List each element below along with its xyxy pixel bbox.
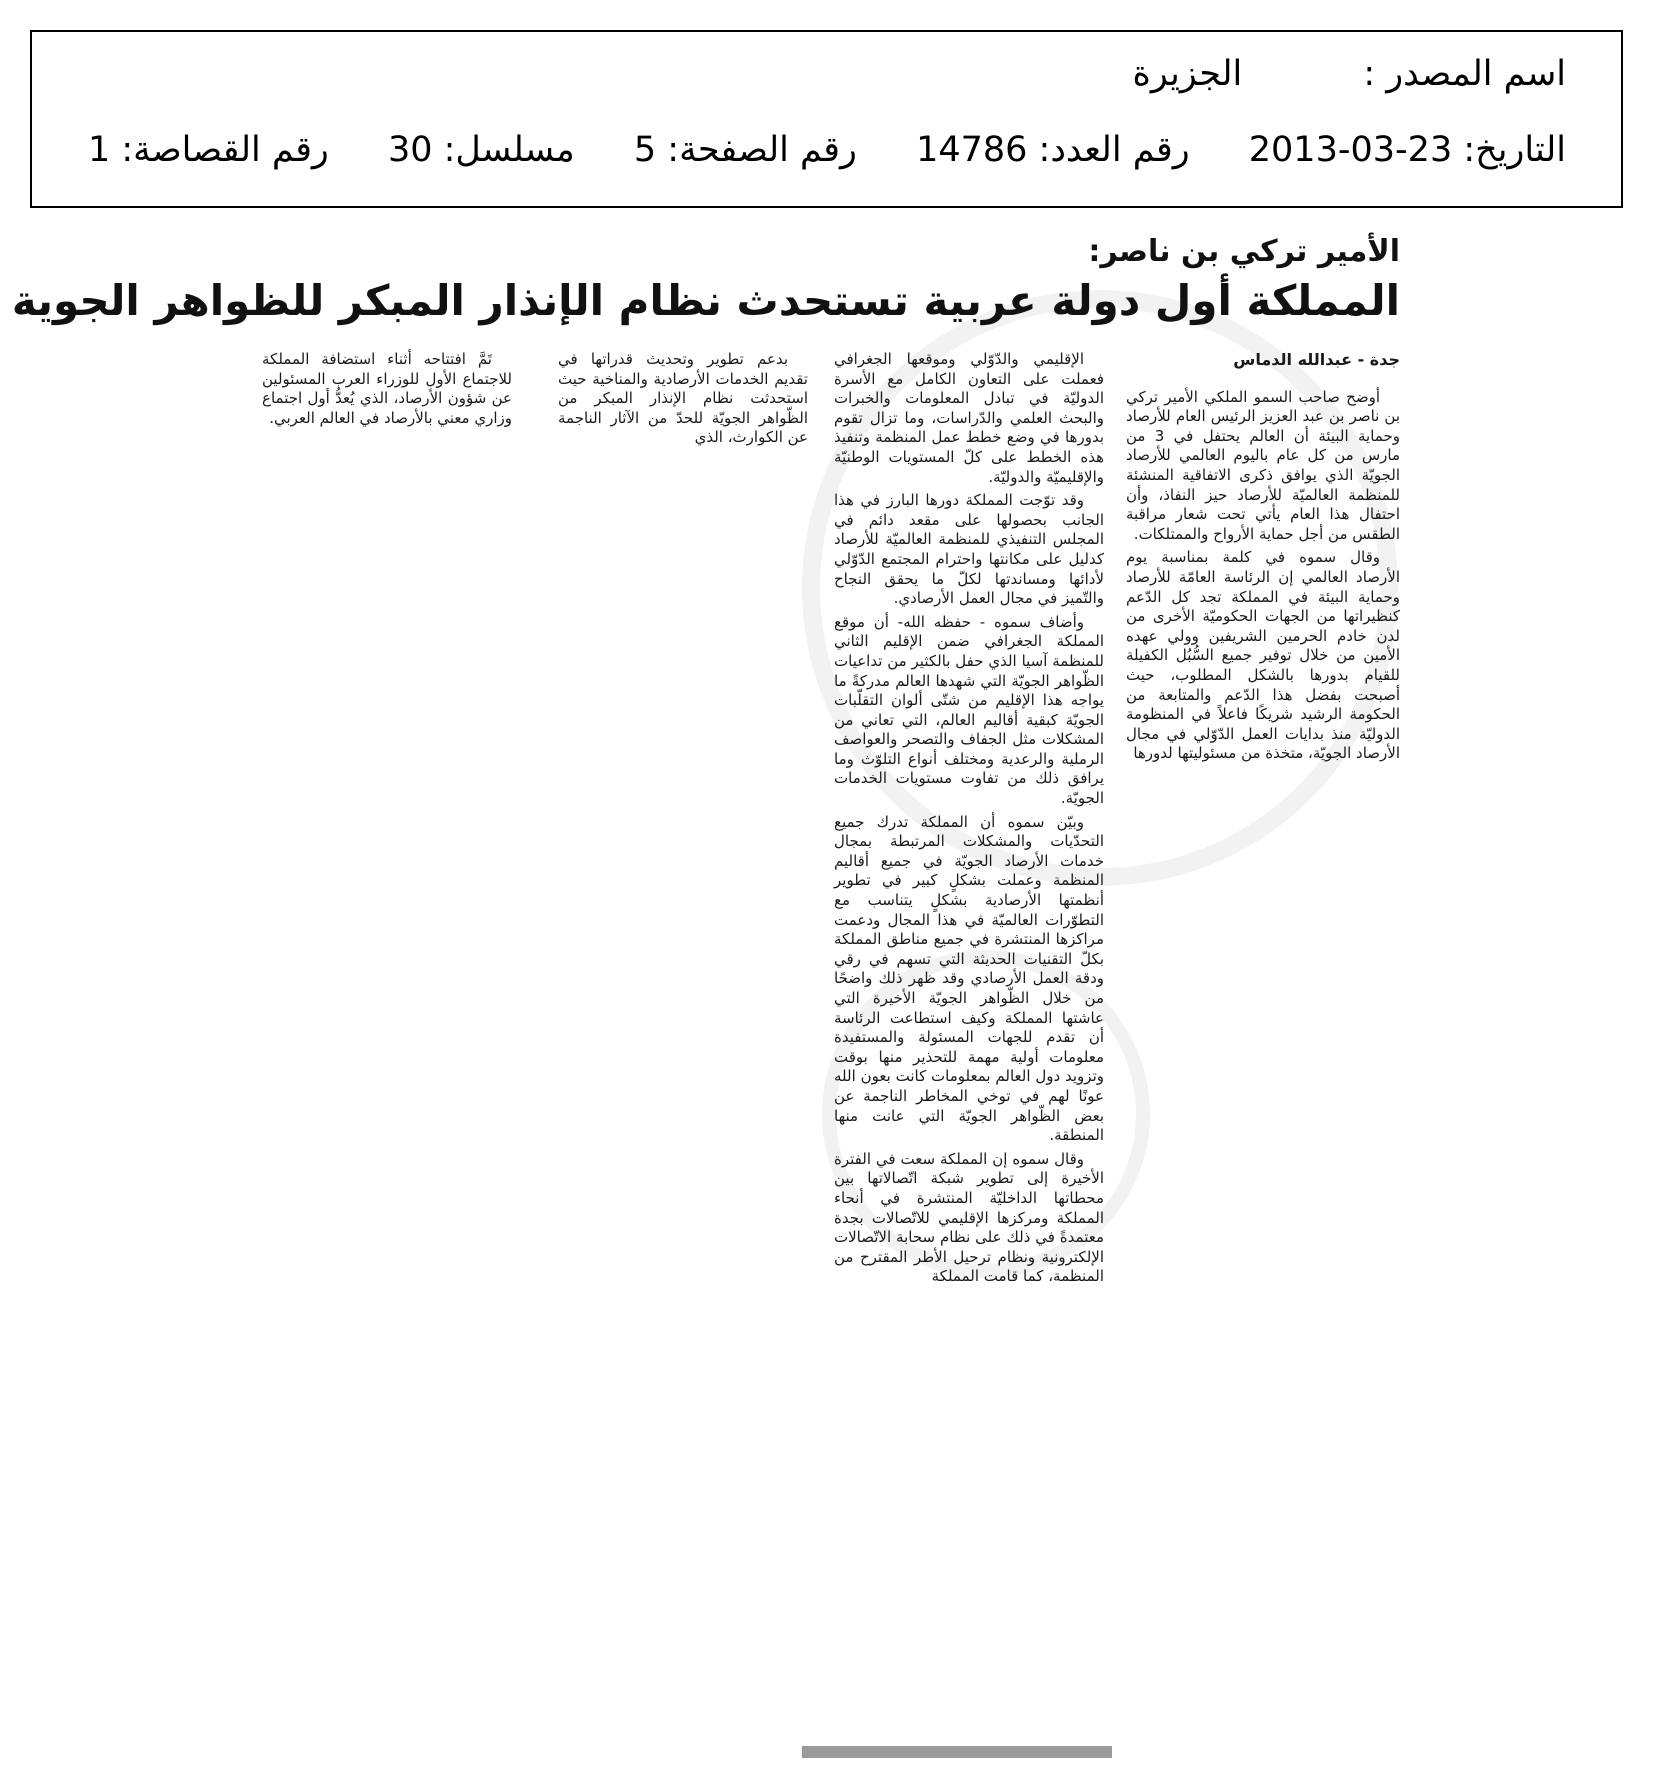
paragraph: الإقليمي والدّوّلي وموقعها الجغرافي فعملت على التعاون الكامل مع الأسرة الدوليّة في تبادل المعلومات والخبرات والبحث العلمي والدّراسات، وما تزال تقوم بدورها في وضع خطط عمل المنظمة وتنفيذ هذه الخطط على كلّ المستويات الوطنيّة والإقليميّة والدوليّة. <box>834 350 1104 486</box>
clipping-info-box <box>30 30 1623 208</box>
article-headline: المملكة أول دولة عربية تستحدث نظام الإنذار المبكر للظواهر الجوية <box>11 276 1400 325</box>
article-byline: جدة - عبدالله الدماس <box>1233 350 1400 369</box>
article-column-2 <box>834 350 1104 1291</box>
article-column-4 <box>262 350 512 432</box>
paragraph: وقال سموه في كلمة بمناسبة يوم الأرصاد العالمي إن الرئاسة العامّة للأرصاد وحماية البيئة في المملكة تجد كل الدّعم كنظيراتها من الجهات الحكوميّة الأخرى من لدن خادم الحرمين الشريفين وولي عهده الأمين من خلال توفير جميع السُّبُل الكفيلة للقيام بدورها بالشكل المطلوب، حيث أصبحت بفضل هذا الدّعم والمتابعة من الحكومة الرشيد شريكًا فاعلاً في المنظومة الدوليّة منذ بدايات العمل الدّوّلي في مجال الأرصاد الجويّة، متخذة من مسئوليتها لدورها <box>1126 548 1400 763</box>
paragraph: بدعم تطوير وتحديث قدراتها في تقديم الخدمات الأرصادية والمناخية حيث استحدثت نظام الإنذار المبكر من الظّواهر الجويّة للحدّ من الآثار الناجمة عن الكوارث، الذي <box>558 350 808 447</box>
page-field: رقم الصفحة: 5 <box>633 130 857 170</box>
article-kicker: الأمير تركي بن ناصر: <box>1088 234 1400 269</box>
article-column-1 <box>1126 350 1400 768</box>
paragraph: وبيّن سموه أن المملكة تدرك جميع التحدّيات والمشكلات المرتبطة بمجال خدمات الأرصاد الجويّة في جميع أقاليم المنظمة وعملت بشكلٍ كبير في تطوير أنظمتها الأرصادية بشكلٍ يتناسب مع التطوّرات العالميّة في هذا المجال ودعمت مراكزها المنتشرة في جميع مناطق المملكة بكلّ التقنيات الحديثة التي تسهم في رقي ودقة العمل الأرصادي وقد ظهر ذلك واضحًا من خلال الظّواهر الجويّة الأخيرة التي عاشتها المملكة وكيف استطاعت الرئاسة أن تقدم للجهات المسئولة والمستفيدة معلومات أولية مهمة للتحذير منها بوقت وتزويد دول العالم بمعلومات كانت بعون الله عونًا لهم في توخي المخاطر الناجمة عن بعض الظّواهر الجويّة التي عانت منها المنطقة. <box>834 812 1104 1145</box>
source-row <box>1133 54 1566 94</box>
serial-field: مسلسل: 30 <box>387 130 575 170</box>
clip-field: رقم القصاصة: 1 <box>87 130 329 170</box>
clipping-bottom-bar <box>802 1746 1112 1758</box>
paragraph: تَمَّ افتتاحه أثناء استضافة المملكة للاجتماع الأول للوزراء العرب المسئولين عن شؤون الأرصاد، الذي يُعدُّ أول اجتماع وزاري معني بالأرصاد في العالم العربي. <box>262 350 512 427</box>
details-row <box>40 130 1566 170</box>
date-field: التاريخ: 23-03-2013 <box>1248 130 1566 170</box>
source-label: اسم المصدر : <box>1363 54 1566 94</box>
article-column-3 <box>558 350 808 452</box>
newspaper-clipping <box>11 230 1400 1756</box>
paragraph: وقد توّجت المملكة دورها البارز في هذا الجانب بحصولها على مقعد دائم في المجلس التنفيذي للمنظمة العالميّة للأرصاد كدليل على مكانتها واحترام المجتمع الدّوّلي لأدائها ومساندتها لكلّ ما يحقق النجاح والتّميز في مجال العمل الأرصادي. <box>834 491 1104 608</box>
issue-field: رقم العدد: 14786 <box>916 130 1190 170</box>
paragraph: وأضاف سموه - حفظه الله- أن موقع المملكة الجغرافي ضمن الإقليم الثاني للمنظمة آسيا الذي حفل بالكثير من تداعيات الظّواهر الجويّة التي شهدها العالم مدركةً ما يواجه هذا الإقليم من شتّى ألوان التقلّبات الجويّة كبقية أقاليم العالم، التي تعاني من المشكلات مثل الجفاف والتصحر والعواصف الرملية والرعدية ومختلف أنواع التلوّث وما يرافق ذلك من تفاوت مستويات الخدمات الجويّة. <box>834 612 1104 808</box>
source-value: الجزيرة <box>1132 54 1243 94</box>
paragraph: أوضح صاحب السمو الملكي الأمير تركي بن ناصر بن عبد العزيز الرئيس العام للأرصاد وحماية البيئة أن العالم يحتفل في 3 من مارس من كل عام باليوم العالمي للأرصاد الجويّة الذي يوافق ذكرى الاتفاقية المنشئة للمنظمة العالميّة للأرصاد حيز النفاذ، وأن احتفال هذا العام يأتي تحت شعار مراقبة الطقس من أجل حماية الأرواح والممتلكات. <box>1126 387 1400 543</box>
paragraph: وقال سموه إن المملكة سعت في الفترة الأخيرة إلى تطوير شبكة اتّصالاتها بين محطاتها الداخليّة المنتشرة في أنحاء المملكة ومركزها الإقليمي للاتّصالات بجدة معتمدةً في ذلك على نظام سحابة الاتّصالات الإلكترونية ونظام ترحيل الأطر المقترح من المنظمة، كما قامت المملكة <box>834 1149 1104 1286</box>
